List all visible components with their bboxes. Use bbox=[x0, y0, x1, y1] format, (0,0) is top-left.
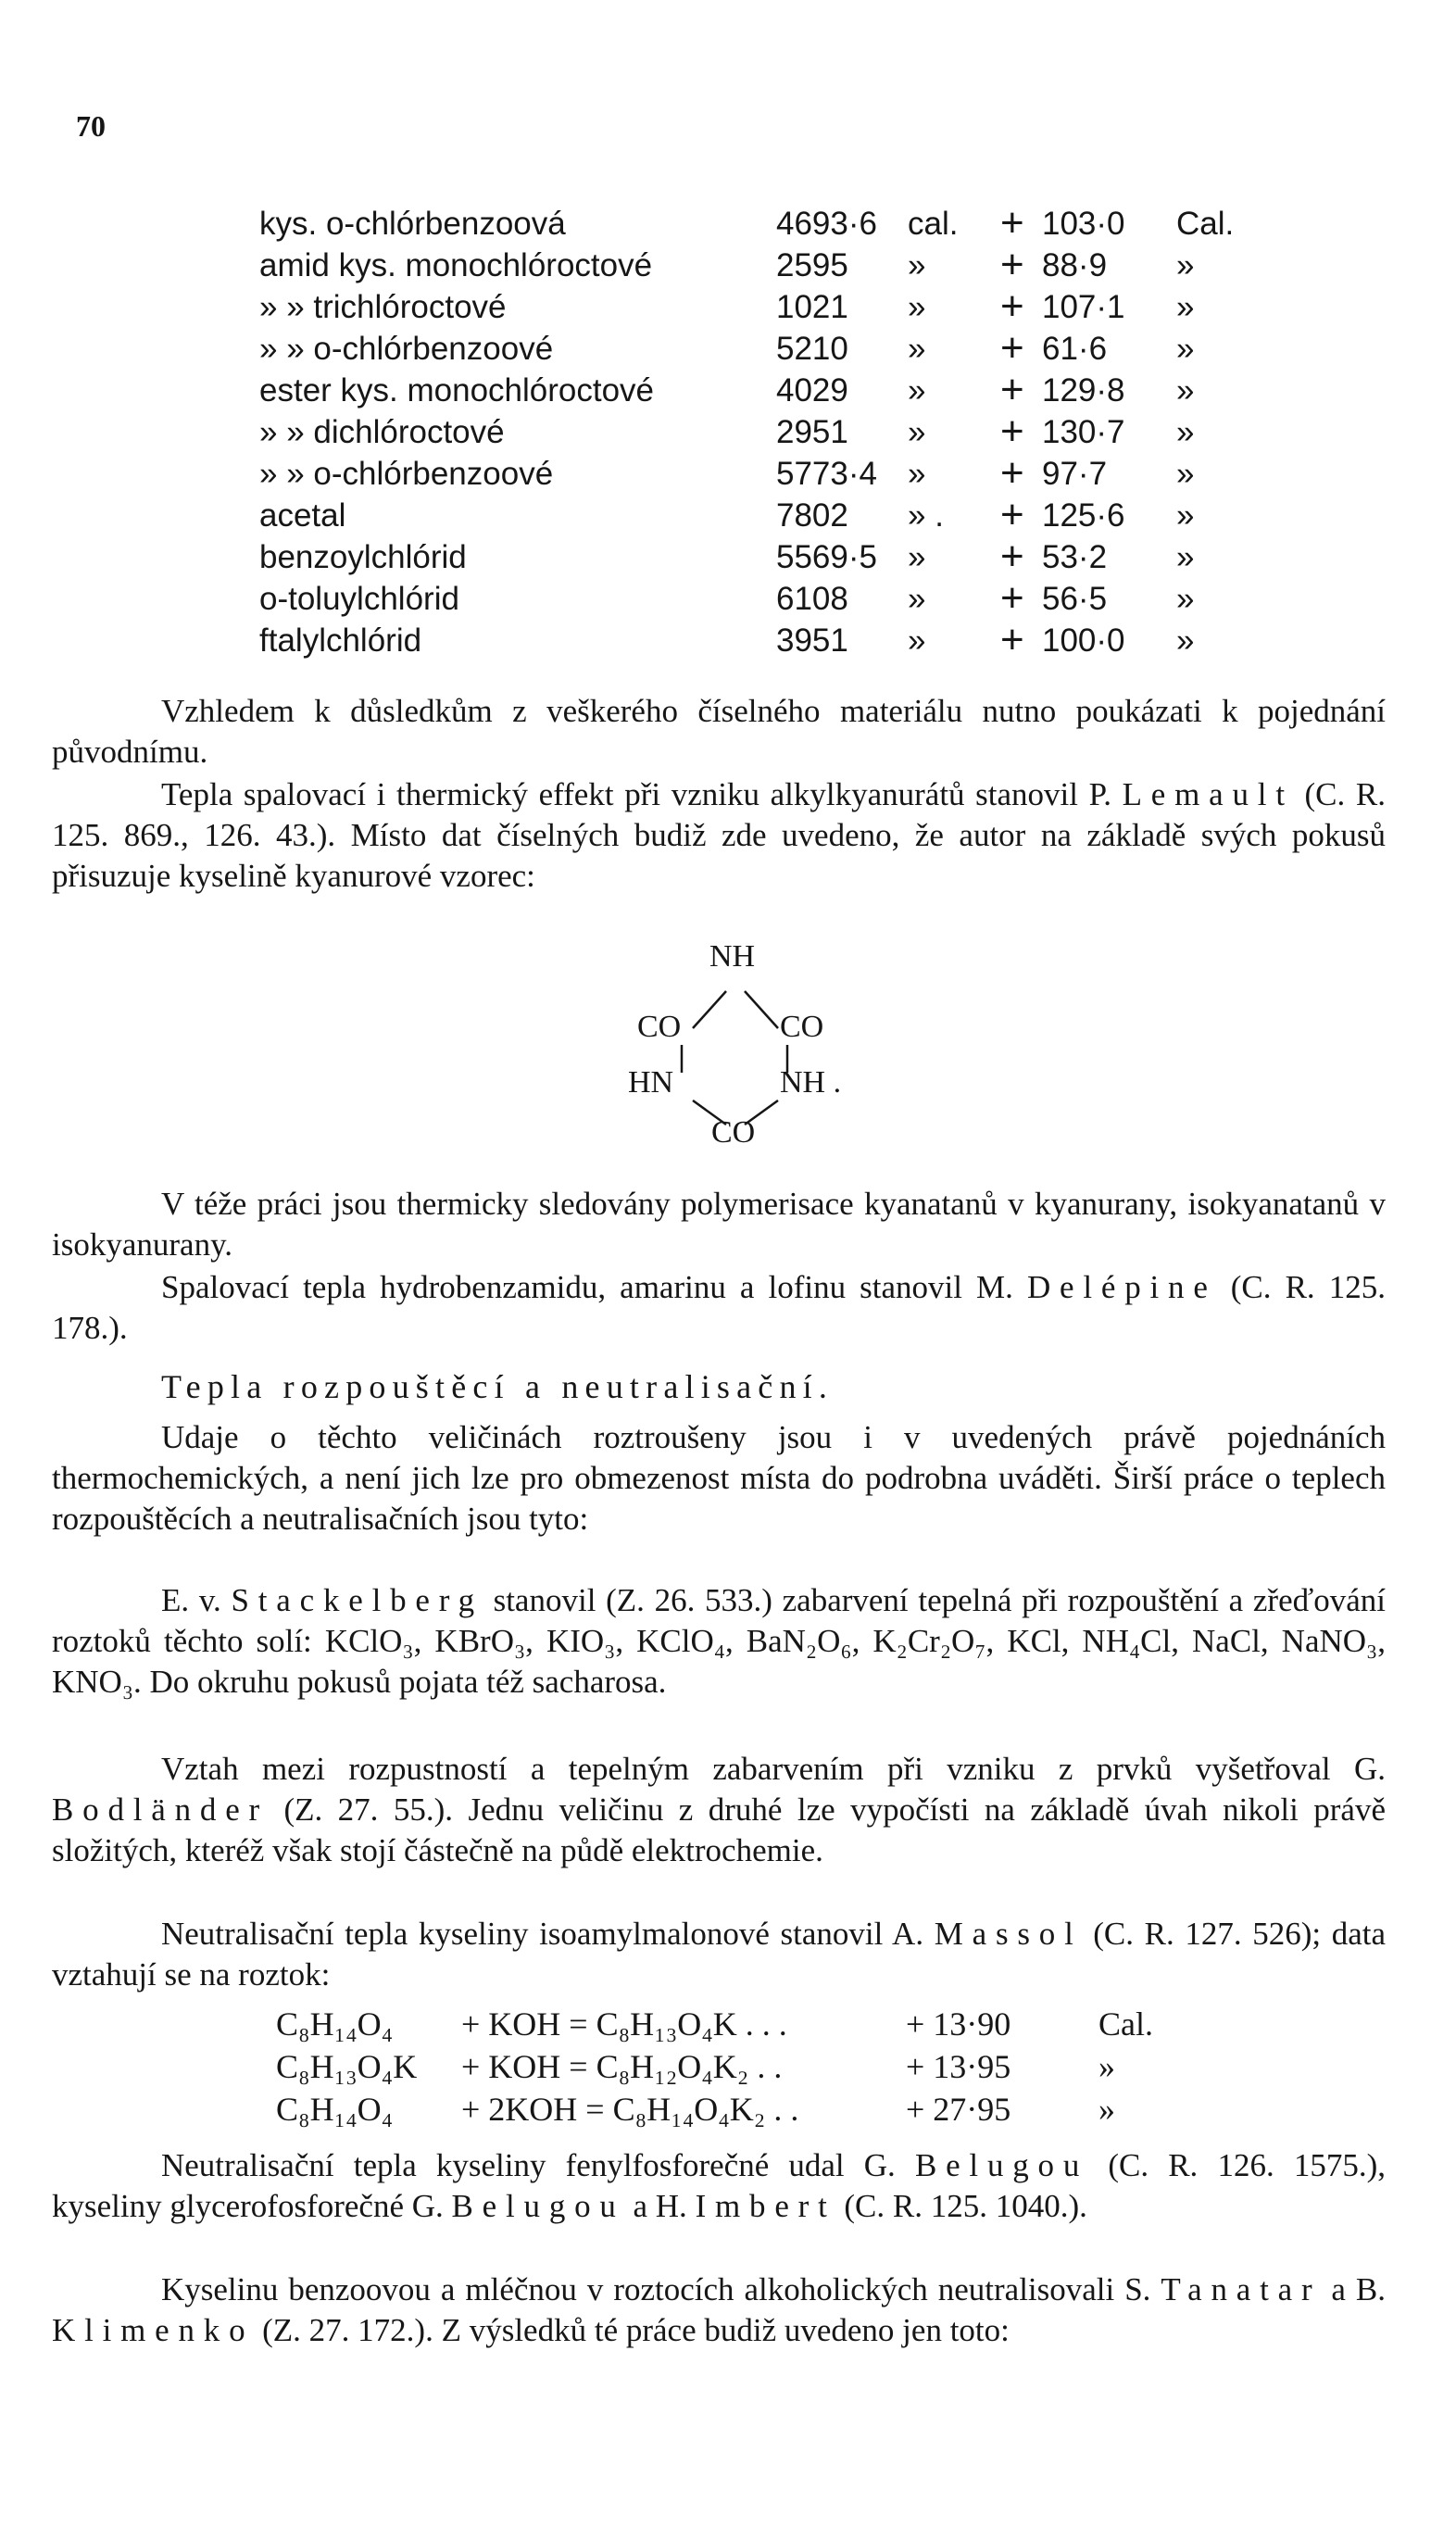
paragraph-7: Vztah mezi rozpustností a tepelným zabarvením při vzniku z prvků vyšetřoval G. Bodländer (Z. 27. 55.). Jednu veličinu z druhé lze vypočísti na základě úvah nikoli právě složitých, kteréž však stojí částečně na půdě elektrochemie. bbox=[52, 1751, 1386, 1868]
heat-value: 1021 bbox=[776, 289, 848, 325]
unit: » bbox=[1176, 497, 1195, 534]
author-name: Delépine bbox=[1026, 1269, 1217, 1305]
unit: » bbox=[1176, 372, 1195, 409]
heat-value: 2595 bbox=[776, 247, 848, 283]
equation-row bbox=[276, 2047, 1202, 2090]
table-row bbox=[259, 367, 1278, 414]
neutralisation-equations bbox=[276, 2005, 1202, 2132]
paragraph-10: Kyselinu benzoovou a mléčnou v roztocích alkoholických neutralisovali S. Tanatar a B. Klimenko (Z. 27. 172.). Z výsledků té práce budiž uvedeno jen toto: bbox=[52, 2271, 1386, 2348]
paragraph-1: Vzhledem k důsledkům z veškerého číselného materiálu nutno poukázati k pojednání původnímu. bbox=[52, 693, 1386, 770]
effect-value: 100·0 bbox=[1042, 622, 1125, 659]
equation-heat: + 13·95 bbox=[906, 2048, 1011, 2085]
formula-hn-left: HN bbox=[628, 1065, 674, 1100]
formula-co-bottom: CO bbox=[711, 1115, 756, 1150]
formula-nh-top: NH bbox=[709, 939, 756, 974]
sign: + bbox=[1000, 409, 1024, 454]
paragraph-2: Tepla spalovací i thermický effekt při vzniku alkylkyanurátů stanovil P. Lemault (C. R. 125. 869., 126. 43.). Místo dat číselných budiž zde uvedeno, že autor na základě svých pokusů přisuzuje kyselině kyanurové vzorec: bbox=[52, 776, 1386, 894]
unit: » . bbox=[908, 497, 944, 534]
equation-rhs: + 2KOH = C₈H₁₄O₄K₂ . . bbox=[461, 2091, 799, 2128]
equation-row bbox=[276, 2005, 1202, 2047]
compound-name: ester kys. monochlóroctové bbox=[259, 372, 655, 409]
paragraph-3: V téže práci jsou thermicky sledovány polymerisace kyanatanů v kyanurany, isokyanatanů v isokyanurany. bbox=[52, 1186, 1386, 1263]
cyanuric-acid-formula bbox=[545, 934, 934, 1156]
author-name: Massol bbox=[934, 1916, 1083, 1952]
section-heading: Tepla rozpouštěcí a neutralisační. bbox=[161, 1368, 835, 1405]
unit: » bbox=[908, 372, 926, 409]
heat-value: 5210 bbox=[776, 331, 848, 367]
effect-value: 56·5 bbox=[1042, 581, 1108, 617]
compound-name: o-toluylchlórid bbox=[259, 581, 459, 617]
unit: » bbox=[1176, 414, 1195, 450]
compound-name: acetal bbox=[259, 497, 346, 534]
table-row bbox=[259, 242, 1278, 289]
author-name: Belugou bbox=[914, 2147, 1089, 2183]
effect-value: 61·6 bbox=[1042, 331, 1108, 367]
unit: » bbox=[1176, 539, 1195, 575]
sign: + bbox=[1000, 534, 1024, 579]
author-name: Imbert bbox=[695, 2188, 836, 2224]
equation-rhs: + KOH = C₈H₁₂O₄K₂ . . bbox=[461, 2048, 783, 2085]
heat-value: 5569·5 bbox=[776, 539, 877, 575]
effect-value: 53·2 bbox=[1042, 539, 1108, 575]
unit: » bbox=[1176, 622, 1195, 659]
unit: cal. bbox=[908, 206, 959, 242]
heat-value: 5773·4 bbox=[776, 456, 877, 492]
compound-name: amid kys. monochlóroctové bbox=[259, 247, 653, 283]
sign: + bbox=[1000, 325, 1024, 371]
table-row bbox=[259, 492, 1278, 539]
author-name: Tanatar bbox=[1161, 2271, 1322, 2307]
heat-value: 4029 bbox=[776, 372, 848, 409]
paragraph-6: E. v. Stackelberg stanovil (Z. 26. 533.) zabarvení tepelná při rozpouštění a zřeďování roztoků těchto solí: KClO₃, KBrO₃, KIO₃, KClO₄, BaN₂O₆, K₂Cr₂O₇, KCl, NH₄Cl, NaCl, NaNO₃, KNO₃. Do okruhu pokusů pojata též sacharosa. bbox=[52, 1582, 1386, 1700]
unit: » bbox=[908, 289, 926, 325]
unit: » bbox=[1176, 456, 1195, 492]
equation-lhs: C₈H₁₃O₄K bbox=[276, 2048, 418, 2085]
table-row bbox=[259, 617, 1278, 664]
compound-name: » » o-chlórbenzoové bbox=[259, 456, 554, 492]
author-name: Stackelberg bbox=[231, 1582, 483, 1618]
effect-value: 97·7 bbox=[1042, 456, 1108, 492]
sign: + bbox=[1000, 450, 1024, 496]
table-row bbox=[259, 575, 1278, 622]
equation-lhs: C₈H₁₄O₄ bbox=[276, 2091, 394, 2128]
heat-value: 3951 bbox=[776, 622, 848, 659]
unit: » bbox=[908, 456, 926, 492]
paragraph-4: Spalovací tepla hydrobenzamidu, amarinu a lofinu stanovil M. Delépine (C. R. 125. 178.). bbox=[52, 1269, 1386, 1346]
unit: » bbox=[1176, 581, 1195, 617]
heat-value: 4693·6 bbox=[776, 206, 877, 242]
author-name: Belugou bbox=[451, 2188, 625, 2224]
compound-name: kys. o-chlórbenzoová bbox=[259, 206, 566, 242]
unit: » bbox=[1098, 2091, 1115, 2128]
unit: » bbox=[1176, 331, 1195, 367]
author-name: Bodländer bbox=[52, 1792, 269, 1828]
compound-name: » » dichlóroctové bbox=[259, 414, 505, 450]
compound-name: » » o-chlórbenzoové bbox=[259, 331, 554, 367]
sign: + bbox=[1000, 575, 1024, 621]
compound-name: » » trichlóroctové bbox=[259, 289, 507, 325]
unit: » bbox=[908, 331, 926, 367]
sign: + bbox=[1000, 367, 1024, 412]
equation-heat: + 13·90 bbox=[906, 2005, 1011, 2043]
heat-value: 7802 bbox=[776, 497, 848, 534]
equation-rhs: + KOH = C₈H₁₃O₄K . . . bbox=[461, 2005, 787, 2043]
unit: Cal. bbox=[1176, 206, 1235, 242]
table-row bbox=[259, 450, 1278, 497]
table-row bbox=[259, 283, 1278, 331]
sign: + bbox=[1000, 617, 1024, 662]
sign: + bbox=[1000, 492, 1024, 537]
sign: + bbox=[1000, 200, 1024, 245]
unit: » bbox=[908, 247, 926, 283]
effect-value: 107·1 bbox=[1042, 289, 1125, 325]
formula-co-left: CO bbox=[637, 1010, 682, 1044]
equation-row bbox=[276, 2090, 1202, 2132]
unit: » bbox=[1176, 247, 1195, 283]
sign: + bbox=[1000, 283, 1024, 329]
table-row bbox=[259, 534, 1278, 581]
heat-value: 2951 bbox=[776, 414, 848, 450]
effect-value: 103·0 bbox=[1042, 206, 1125, 242]
table-row bbox=[259, 200, 1278, 247]
author-name: Lemault bbox=[1122, 776, 1294, 812]
unit: » bbox=[908, 581, 926, 617]
formula-nh-right: NH . bbox=[780, 1065, 842, 1100]
paragraph-5: Udaje o těchto veličinách roztroušeny jsou i v uvedených právě pojednáních thermochemických, a není jich lze pro obmezenost místa do podrobna uváděti. Širší práce o teplech rozpouštěcích a neutralisačních jsou tyto: bbox=[52, 1419, 1386, 1537]
heat-value: 6108 bbox=[776, 581, 848, 617]
sign: + bbox=[1000, 242, 1024, 287]
author-name: Klimenko bbox=[52, 2312, 255, 2348]
unit: » bbox=[908, 539, 926, 575]
formula-co-right: CO bbox=[780, 1010, 824, 1044]
effect-value: 129·8 bbox=[1042, 372, 1125, 409]
page-number: 70 bbox=[76, 109, 106, 143]
unit: Cal. bbox=[1098, 2005, 1153, 2043]
effect-value: 125·6 bbox=[1042, 497, 1125, 534]
unit: » bbox=[908, 622, 926, 659]
unit: » bbox=[1098, 2048, 1115, 2085]
heat-table bbox=[259, 200, 1278, 664]
effect-value: 88·9 bbox=[1042, 247, 1108, 283]
equation-lhs: C₈H₁₄O₄ bbox=[276, 2005, 394, 2043]
equation-heat: + 27·95 bbox=[906, 2091, 1011, 2128]
effect-value: 130·7 bbox=[1042, 414, 1125, 450]
compound-name: ftalylchlórid bbox=[259, 622, 422, 659]
unit: » bbox=[908, 414, 926, 450]
paragraph-8: Neutralisační tepla kyseliny isoamylmalonové stanovil A. Massol (C. R. 127. 526); data vztahují se na roztok: bbox=[52, 1916, 1386, 1993]
unit: » bbox=[1176, 289, 1195, 325]
paragraph-9: Neutralisační tepla kyseliny fenylfosforečné udal G. Belugou (C. R. 126. 1575.), kyseliny glycerofosforečné G. Belugou a H. Imbert (C. R. 125. 1040.). bbox=[52, 2147, 1386, 2224]
compound-name: benzoylchlórid bbox=[259, 539, 467, 575]
table-row bbox=[259, 409, 1278, 456]
table-row bbox=[259, 325, 1278, 372]
